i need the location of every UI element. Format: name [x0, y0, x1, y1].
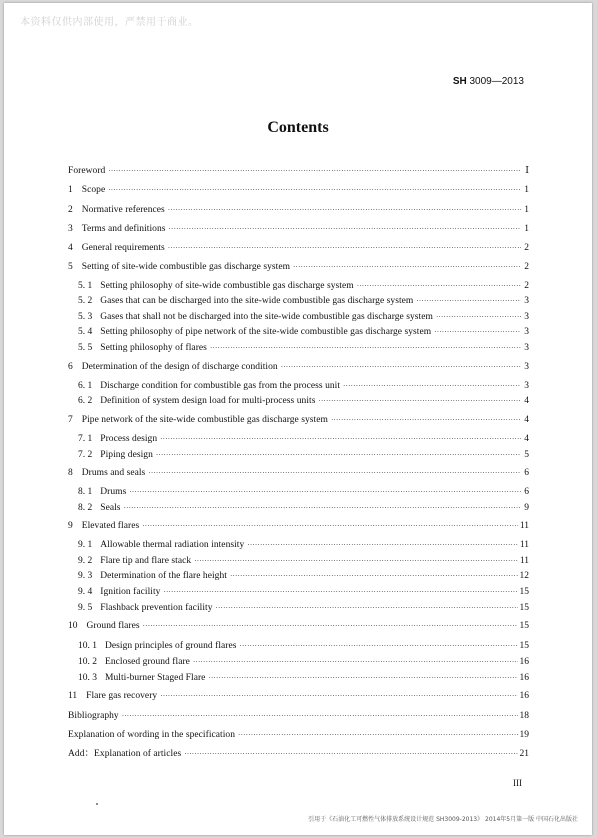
toc-entry-number: 9 [68, 521, 73, 531]
dot-leader [436, 311, 521, 323]
dot-leader [216, 602, 518, 614]
toc-entry[interactable] [68, 242, 529, 254]
toc-entry[interactable] [68, 729, 529, 741]
dot-leader [143, 620, 518, 632]
toc-entry-label: Flashback prevention facility [100, 603, 213, 613]
toc-entry-number: 5. 5 [78, 343, 93, 353]
toc-subentry[interactable] [78, 326, 529, 338]
toc-entry-label: Setting of site-wide combustible gas discharge system [81, 262, 291, 272]
toc-entry-label: Determination of the design of discharge condition [81, 362, 278, 372]
standard-code [453, 76, 524, 87]
toc-entry-label: Multi-burner Staged Flare [105, 673, 206, 683]
toc-subentry[interactable] [78, 295, 529, 307]
toc-entry-page: 3 [524, 312, 529, 322]
toc-subentry[interactable] [78, 586, 529, 598]
toc-entry-number: 5. 3 [78, 312, 93, 322]
toc-entry-label: Ignition facility [100, 587, 161, 597]
toc-entry-page: 16 [519, 673, 529, 683]
toc-entry-page: 1 [524, 185, 529, 195]
toc-entry-number: 5. 4 [78, 327, 93, 337]
dot-leader [238, 729, 517, 741]
toc-entry-page: 12 [519, 571, 529, 581]
toc-entry-number: 5 [68, 262, 73, 272]
dot-leader [108, 184, 521, 196]
dot-leader [240, 640, 518, 652]
toc-entry-label: Add：Explanation of articles [68, 749, 182, 759]
dot-leader [416, 295, 521, 307]
toc-entry-number: 7. 2 [78, 450, 93, 460]
toc-entry-number: 10. 2 [78, 657, 97, 667]
toc-entry-label: Bibliography [68, 711, 119, 721]
toc-entry-page: 3 [524, 296, 529, 306]
toc-entry-page: 3 [524, 362, 529, 372]
dot-leader [129, 486, 521, 498]
toc-subentry[interactable] [78, 433, 529, 445]
toc-subentry[interactable] [78, 502, 529, 514]
toc-entry-number: 8 [68, 468, 73, 478]
toc-entry[interactable] [68, 261, 529, 273]
page-title: Contents [267, 119, 329, 136]
toc-entry-page: 15 [519, 641, 529, 651]
toc-entry-label: Discharge condition for combustible gas from the process unit [100, 381, 341, 391]
toc-entry-label: Explanation of wording in the specification [68, 730, 236, 740]
toc-entry-label: Gases that shall not be discharged into the site-wide combustible gas discharge system [100, 312, 433, 322]
toc-entry[interactable] [68, 690, 529, 702]
toc-entry-page: Ⅰ [525, 166, 529, 176]
toc-entry-label: Pipe network of the site-wide combustible gas discharge system [81, 415, 328, 425]
dot-leader [148, 467, 521, 479]
toc-entry-label: General requirements [81, 243, 165, 253]
dot-leader [357, 280, 521, 292]
toc-entry-label: Setting philosophy of pipe network of the site-wide combustible gas discharge system [100, 327, 432, 337]
toc-subentry[interactable] [78, 449, 529, 461]
toc-entry-page: 3 [524, 327, 529, 337]
toc-entry-number: 2 [68, 205, 73, 215]
toc-entry-label: Design principles of ground flares [105, 641, 237, 651]
toc-entry-number: 10. 1 [78, 641, 97, 651]
toc-entry[interactable] [68, 414, 529, 426]
toc-entry-number: 6. 1 [78, 381, 93, 391]
toc-entry-label: Normative references [81, 205, 165, 215]
toc-entry-page: 9 [524, 503, 529, 513]
toc-entry-number: 3 [68, 224, 73, 234]
dot-leader [247, 539, 518, 551]
toc-entry-number: 6. 2 [78, 396, 93, 406]
toc-entry[interactable] [68, 361, 529, 373]
toc-entry-number: 9. 2 [78, 556, 93, 566]
dot-leader [142, 520, 518, 532]
dot-leader [160, 690, 517, 702]
toc-entry[interactable] [68, 165, 529, 177]
toc-entry-label: Setting philosophy of site-wide combustible gas discharge system [100, 281, 354, 291]
toc-entry-number: 8. 2 [78, 503, 93, 513]
dot-leader [230, 570, 518, 582]
dot-leader [343, 380, 521, 392]
dot-leader [193, 656, 518, 668]
toc-subentry[interactable] [78, 656, 529, 668]
dot-leader [331, 414, 521, 426]
toc-subentry[interactable] [78, 280, 529, 292]
toc-entry-page: 2 [524, 243, 529, 253]
toc-entry-label: Definition of system design load for multi-process units [100, 396, 316, 406]
toc-entry[interactable] [68, 223, 529, 235]
toc-entry-label: Terms and definitions [81, 224, 166, 234]
dot-leader [293, 261, 521, 273]
toc-entry-page: 4 [524, 396, 529, 406]
toc-entry-page: 16 [519, 691, 529, 701]
toc-entry-page: 11 [519, 521, 529, 531]
page-number: III [513, 778, 522, 788]
toc-subentry[interactable] [78, 380, 529, 392]
toc-entry[interactable] [68, 520, 529, 532]
toc-entry-page: 3 [524, 343, 529, 353]
dot-leader [318, 395, 521, 407]
toc-subentry[interactable] [78, 342, 529, 354]
toc-entry-label: Elevated flares [81, 521, 140, 531]
toc-entry-page: 6 [524, 468, 529, 478]
toc-subentry[interactable] [78, 395, 529, 407]
toc-entry-page: 21 [519, 749, 529, 759]
toc-entry-page: 5 [524, 450, 529, 460]
standard-code-prefix: SH [452, 76, 467, 87]
toc-entry-label: Determination of the flare height [100, 571, 227, 581]
dot-leader [208, 672, 517, 684]
toc-entry-label: Flare gas recovery [86, 691, 158, 701]
toc-subentry[interactable] [78, 672, 529, 684]
toc-entry-label: Enclosed ground flare [105, 657, 190, 667]
dot-leader [163, 586, 517, 598]
toc-entry[interactable] [68, 620, 529, 632]
dot-leader [160, 433, 521, 445]
toc-subentry[interactable] [78, 539, 529, 551]
standard-code-number: 3009—2013 [469, 76, 524, 87]
toc-entry-label: Process design [100, 434, 158, 444]
toc-subentry[interactable] [78, 602, 529, 614]
toc-subentry[interactable] [78, 570, 529, 582]
toc-entry-number: 9. 5 [78, 603, 93, 613]
dot-leader [281, 361, 521, 373]
toc-entry-number: 1 [68, 185, 73, 195]
toc-entry-number: 11 [68, 691, 78, 701]
toc-subentry[interactable] [78, 486, 529, 498]
toc-subentry[interactable] [78, 555, 529, 567]
dot-leader [108, 165, 521, 177]
toc-entry-number: 10. 3 [78, 673, 97, 683]
toc-entry-number: 4 [68, 243, 73, 253]
watermark-text: 本资料仅供内部使用，严禁用于商业。 [20, 17, 199, 28]
document-page [4, 3, 592, 835]
toc-entry-label: Drums [100, 487, 127, 497]
toc-entry-page: 3 [524, 381, 529, 391]
dot-leader [122, 710, 518, 722]
toc-entry[interactable] [68, 204, 529, 216]
toc-entry-number: 5. 1 [78, 281, 93, 291]
toc-entry-page: 16 [519, 657, 529, 667]
toc-entry-number: 9. 4 [78, 587, 93, 597]
dot-leader [156, 449, 521, 461]
toc-entry-page: 11 [519, 556, 529, 566]
toc-entry-page: 15 [519, 587, 529, 597]
toc-entry-page: 4 [524, 434, 529, 444]
toc-entry-label: Ground flares [86, 621, 140, 631]
dot-leader [194, 555, 518, 567]
toc-entry[interactable] [68, 184, 529, 196]
toc-entry[interactable] [68, 710, 529, 722]
toc-entry-page: 19 [519, 730, 529, 740]
toc-entry-page: 1 [524, 205, 529, 215]
toc-entry-number: 5. 2 [78, 296, 93, 306]
toc-entry-label: Drums and seals [81, 468, 146, 478]
toc-entry-label: Setting philosophy of flares [100, 343, 207, 353]
toc-entry-number: 8. 1 [78, 487, 93, 497]
footer-citation: 引用于《石油化工可燃性气体排放系统设计规范 SH3009-2013》 2014年5月第一版 中国石化出版社 [308, 816, 578, 823]
toc-entry-number: 10 [68, 621, 78, 631]
toc-entry-page: 2 [524, 262, 529, 272]
toc-entry-number: 9. 1 [78, 540, 93, 550]
toc-entry-page: 15 [519, 603, 529, 613]
dot-leader [434, 326, 521, 338]
dot-leader [210, 342, 521, 354]
toc-entry-label: Gases that can be discharged into the site-wide combustible gas discharge system [100, 296, 414, 306]
toc-entry-label: Seals [100, 503, 121, 513]
toc-entry-label: Flare tip and flare stack [100, 556, 192, 566]
toc-entry-label: Foreword [68, 166, 106, 176]
dot-leader [184, 748, 517, 760]
toc-entry[interactable] [68, 467, 529, 479]
toc-entry-page: 18 [519, 711, 529, 721]
toc-entry-label: Piping design [100, 450, 153, 460]
toc-entry-page: 2 [524, 281, 529, 291]
toc-entry-page: 1 [524, 224, 529, 234]
dot-leader [168, 204, 521, 216]
toc-entry-page: 6 [524, 487, 529, 497]
toc-entry-page: 11 [519, 540, 529, 550]
toc-entry-number: 7 [68, 415, 73, 425]
toc-subentry[interactable] [78, 311, 529, 323]
toc-entry-label: Scope [81, 185, 106, 195]
scan-speck [96, 803, 98, 805]
dot-leader [169, 223, 521, 235]
toc-entry-page: 15 [519, 621, 529, 631]
toc-entry-label: Allowable thermal radiation intensity [100, 540, 245, 550]
toc-entry[interactable] [68, 748, 529, 760]
toc-subentry[interactable] [78, 640, 529, 652]
toc-entry-number: 9. 3 [78, 571, 93, 581]
dot-leader [168, 242, 521, 254]
toc-entry-number: 7. 1 [78, 434, 93, 444]
toc-entry-page: 4 [524, 415, 529, 425]
dot-leader [124, 502, 521, 514]
toc-entry-number: 6 [68, 362, 73, 372]
